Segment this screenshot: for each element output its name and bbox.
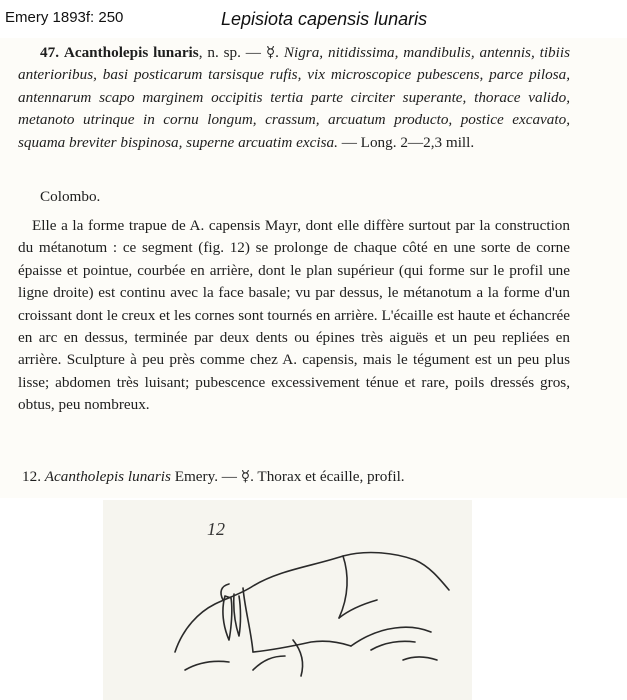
species-status: , n. sp. — ☿.	[198, 44, 279, 61]
entry-number: 47.	[40, 44, 59, 61]
figure-panel	[103, 500, 472, 700]
taxon-header: Lepisiota capensis lunaris	[221, 9, 428, 29]
caption-species: Acantholepis lunaris	[44, 468, 171, 485]
french-description: Elle a la forme trapue de A. capensis Mayr, dont elle diffère surtout par la construction du métanotum : ce segment (fig. 12) se prolonge de chaque côté en une sorte de corne épaisse et pointue, courbée en arrière, dont le plan supérieur (qui forme sur le profil une ligne droite) est continu avec la face basale; vu par dessus, le métanotum a la forme d'un croissant dont le creux et les cornes sont tournés en arrière. L'écaille est haute et échancrée en arc en dessus, terminée par deux dents ou épines très aiguës et un peu repliées en arrière. Sculpture à peu près comme chez A. capensis, mais le tégument est un peu plus lisse; abdomen très luisant; pubescence excessivement ténue et rare, poils dressés gros, obtus, peu nombreux.	[18, 217, 570, 414]
citation-header: Emery 1893f: 250	[5, 9, 124, 26]
latin-diagnosis: Nigra, nitidissima, mandibulis, antennis, tibiis anterioribus, basi posticarum tarsisque rufis, vix microscopice pubescens, parce pilosa, antennarum scapo marginem occipitis tertia parte circiter superante, thorace valido, metanoto utrinque in cornu longum, crassum, arcuatum producto, postice excavato, squama breviter bispinosa, superne arcuatim excisa.	[18, 44, 570, 151]
caption-text: Emery. — ☿. Thorax et écaille, profil.	[174, 468, 405, 485]
species-entry	[18, 42, 570, 154]
thorax-drawing	[103, 500, 472, 700]
figure-number: 12	[207, 519, 225, 539]
length-text: — Long. 2—2,3 mill.	[341, 133, 475, 151]
caption-number: 12.	[22, 468, 41, 485]
figure-caption	[22, 466, 582, 488]
species-name: Acantholepis lunaris	[63, 44, 199, 61]
locality-text: Colombo.	[40, 188, 101, 205]
